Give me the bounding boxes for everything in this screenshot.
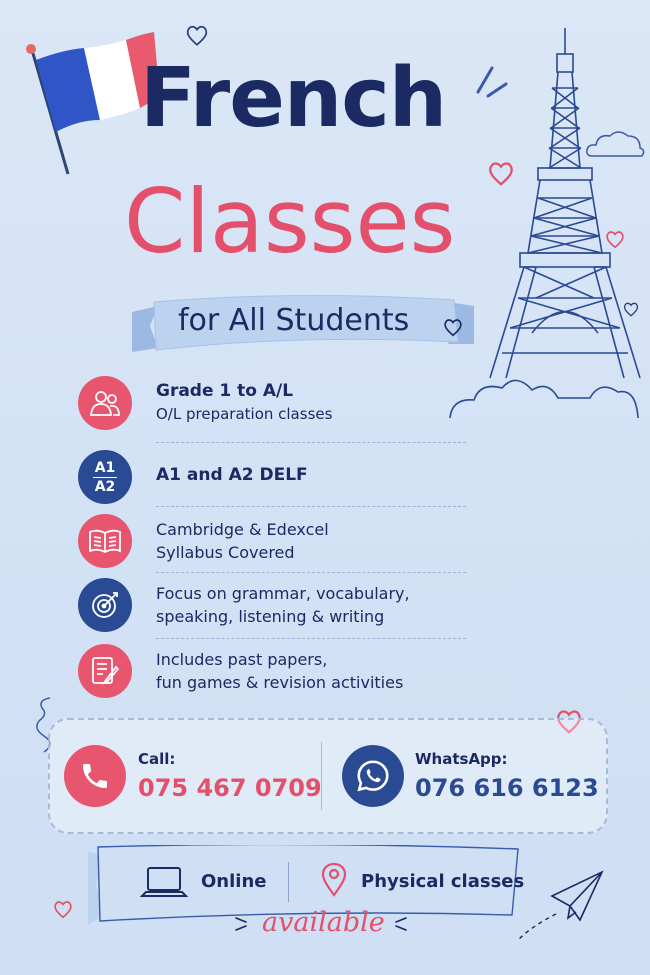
feature-title: Includes past papers, xyxy=(156,650,328,669)
students-icon xyxy=(78,376,132,430)
dash-decoration-left xyxy=(232,912,254,934)
phone-icon xyxy=(79,760,111,792)
feature-grade xyxy=(78,376,468,438)
feature-subtitle: fun games & revision activities xyxy=(156,673,404,692)
mode-divider xyxy=(288,862,289,902)
a1-a2-icon xyxy=(78,450,132,504)
dash-decoration-right xyxy=(388,912,410,934)
whatsapp-button[interactable] xyxy=(342,745,404,807)
title-french: French xyxy=(140,51,447,146)
title-classes: Classes xyxy=(124,170,456,273)
heart-icon xyxy=(442,316,464,338)
feature-subtitle: Syllabus Covered xyxy=(156,543,295,562)
target-icon xyxy=(78,578,132,632)
feature-title: A1 and A2 DELF xyxy=(156,465,308,485)
divider xyxy=(156,442,466,443)
feature-title: Focus on grammar, vocabulary, xyxy=(156,584,410,603)
online-label: Online xyxy=(201,871,267,892)
paper-plane-icon xyxy=(512,866,608,946)
feature-focus xyxy=(78,578,468,640)
feature-subtitle: O/L preparation classes xyxy=(156,405,333,423)
location-pin-icon xyxy=(320,862,348,898)
feature-title: Cambridge & Edexcel xyxy=(156,520,329,539)
icon-label: A1 xyxy=(94,459,116,476)
feature-title: Grade 1 to A/L xyxy=(156,381,294,401)
call-label: Call: xyxy=(138,750,176,768)
icon-label: A2 xyxy=(94,478,116,495)
document-pen-icon xyxy=(78,644,132,698)
whatsapp-number[interactable]: 076 616 6123 xyxy=(415,774,599,802)
heart-icon xyxy=(52,898,74,920)
laptop-icon xyxy=(140,864,188,902)
physical-label: Physical classes xyxy=(361,871,525,892)
whatsapp-icon xyxy=(354,757,392,795)
divider xyxy=(156,638,466,639)
divider xyxy=(156,506,466,507)
book-icon xyxy=(78,514,132,568)
feature-delf xyxy=(78,450,468,512)
phone-button[interactable] xyxy=(64,745,126,807)
contact-divider xyxy=(321,742,322,810)
divider xyxy=(156,572,466,573)
subtitle: for All Students xyxy=(178,303,410,338)
feature-papers xyxy=(78,644,468,706)
feature-syllabus xyxy=(78,514,468,576)
available-label: available xyxy=(262,907,385,938)
feature-subtitle: speaking, listening & writing xyxy=(156,607,385,626)
heart-icon xyxy=(184,22,210,48)
whatsapp-label: WhatsApp: xyxy=(415,750,508,768)
call-number[interactable]: 075 467 0709 xyxy=(138,774,322,802)
